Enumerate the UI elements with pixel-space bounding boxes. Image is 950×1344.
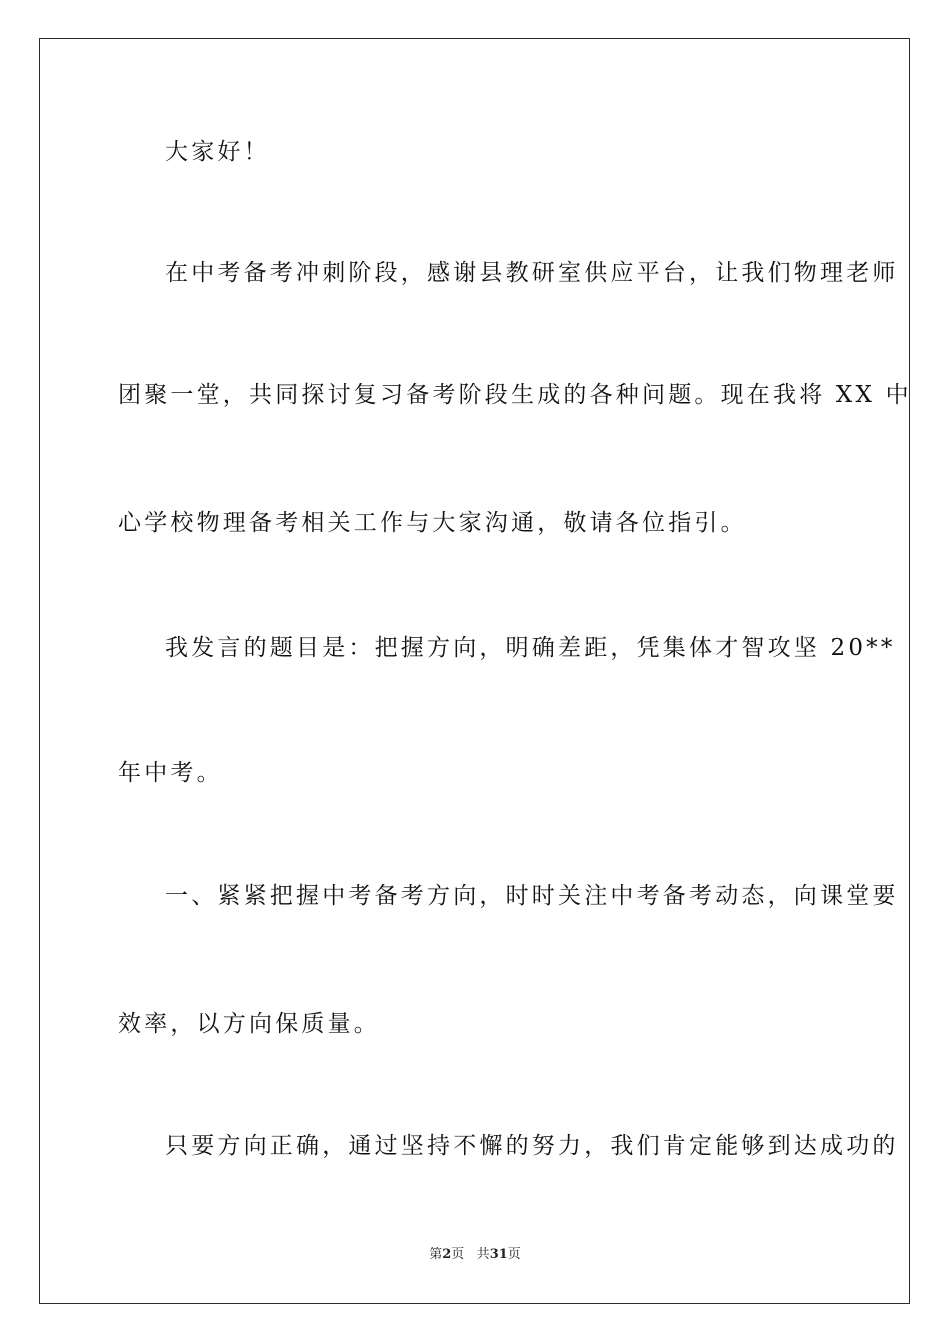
paragraph-2-line-2: 年中考。 [118, 760, 223, 786]
paragraph-1-line-1: 在中考备考冲刺阶段，感谢县教研室供应平台，让我们物理老师 [165, 260, 899, 286]
total-prefix: 共 [476, 1247, 490, 1262]
paragraph-1-line-2: 团聚一堂，共同探讨复习备考阶段生成的各种问题。现在我将 XX 中 [118, 382, 912, 408]
page-number: 2 [442, 1247, 452, 1262]
paragraph-3-line-2: 效率，以方向保质量。 [118, 1011, 380, 1037]
page-prefix: 第 [429, 1247, 443, 1262]
paragraph-1-line-3: 心学校物理备考相关工作与大家沟通，敬请各位指引。 [118, 510, 747, 536]
page-border [39, 38, 910, 1304]
total-pages: 31 [489, 1247, 508, 1262]
greeting-line: 大家好！ [165, 139, 270, 165]
page-suffix: 页 [451, 1247, 465, 1262]
paragraph-4-line-1: 只要方向正确，通过坚持不懈的努力，我们肯定能够到达成功的 [165, 1133, 899, 1159]
total-suffix: 页 [507, 1247, 521, 1262]
paragraph-3-line-1: 一、紧紧把握中考备考方向，时时关注中考备考动态，向课堂要 [165, 883, 899, 909]
paragraph-2-line-1: 我发言的题目是：把握方向，明确差距，凭集体才智攻坚 20** [165, 635, 896, 661]
page-footer [0, 1246, 950, 1264]
